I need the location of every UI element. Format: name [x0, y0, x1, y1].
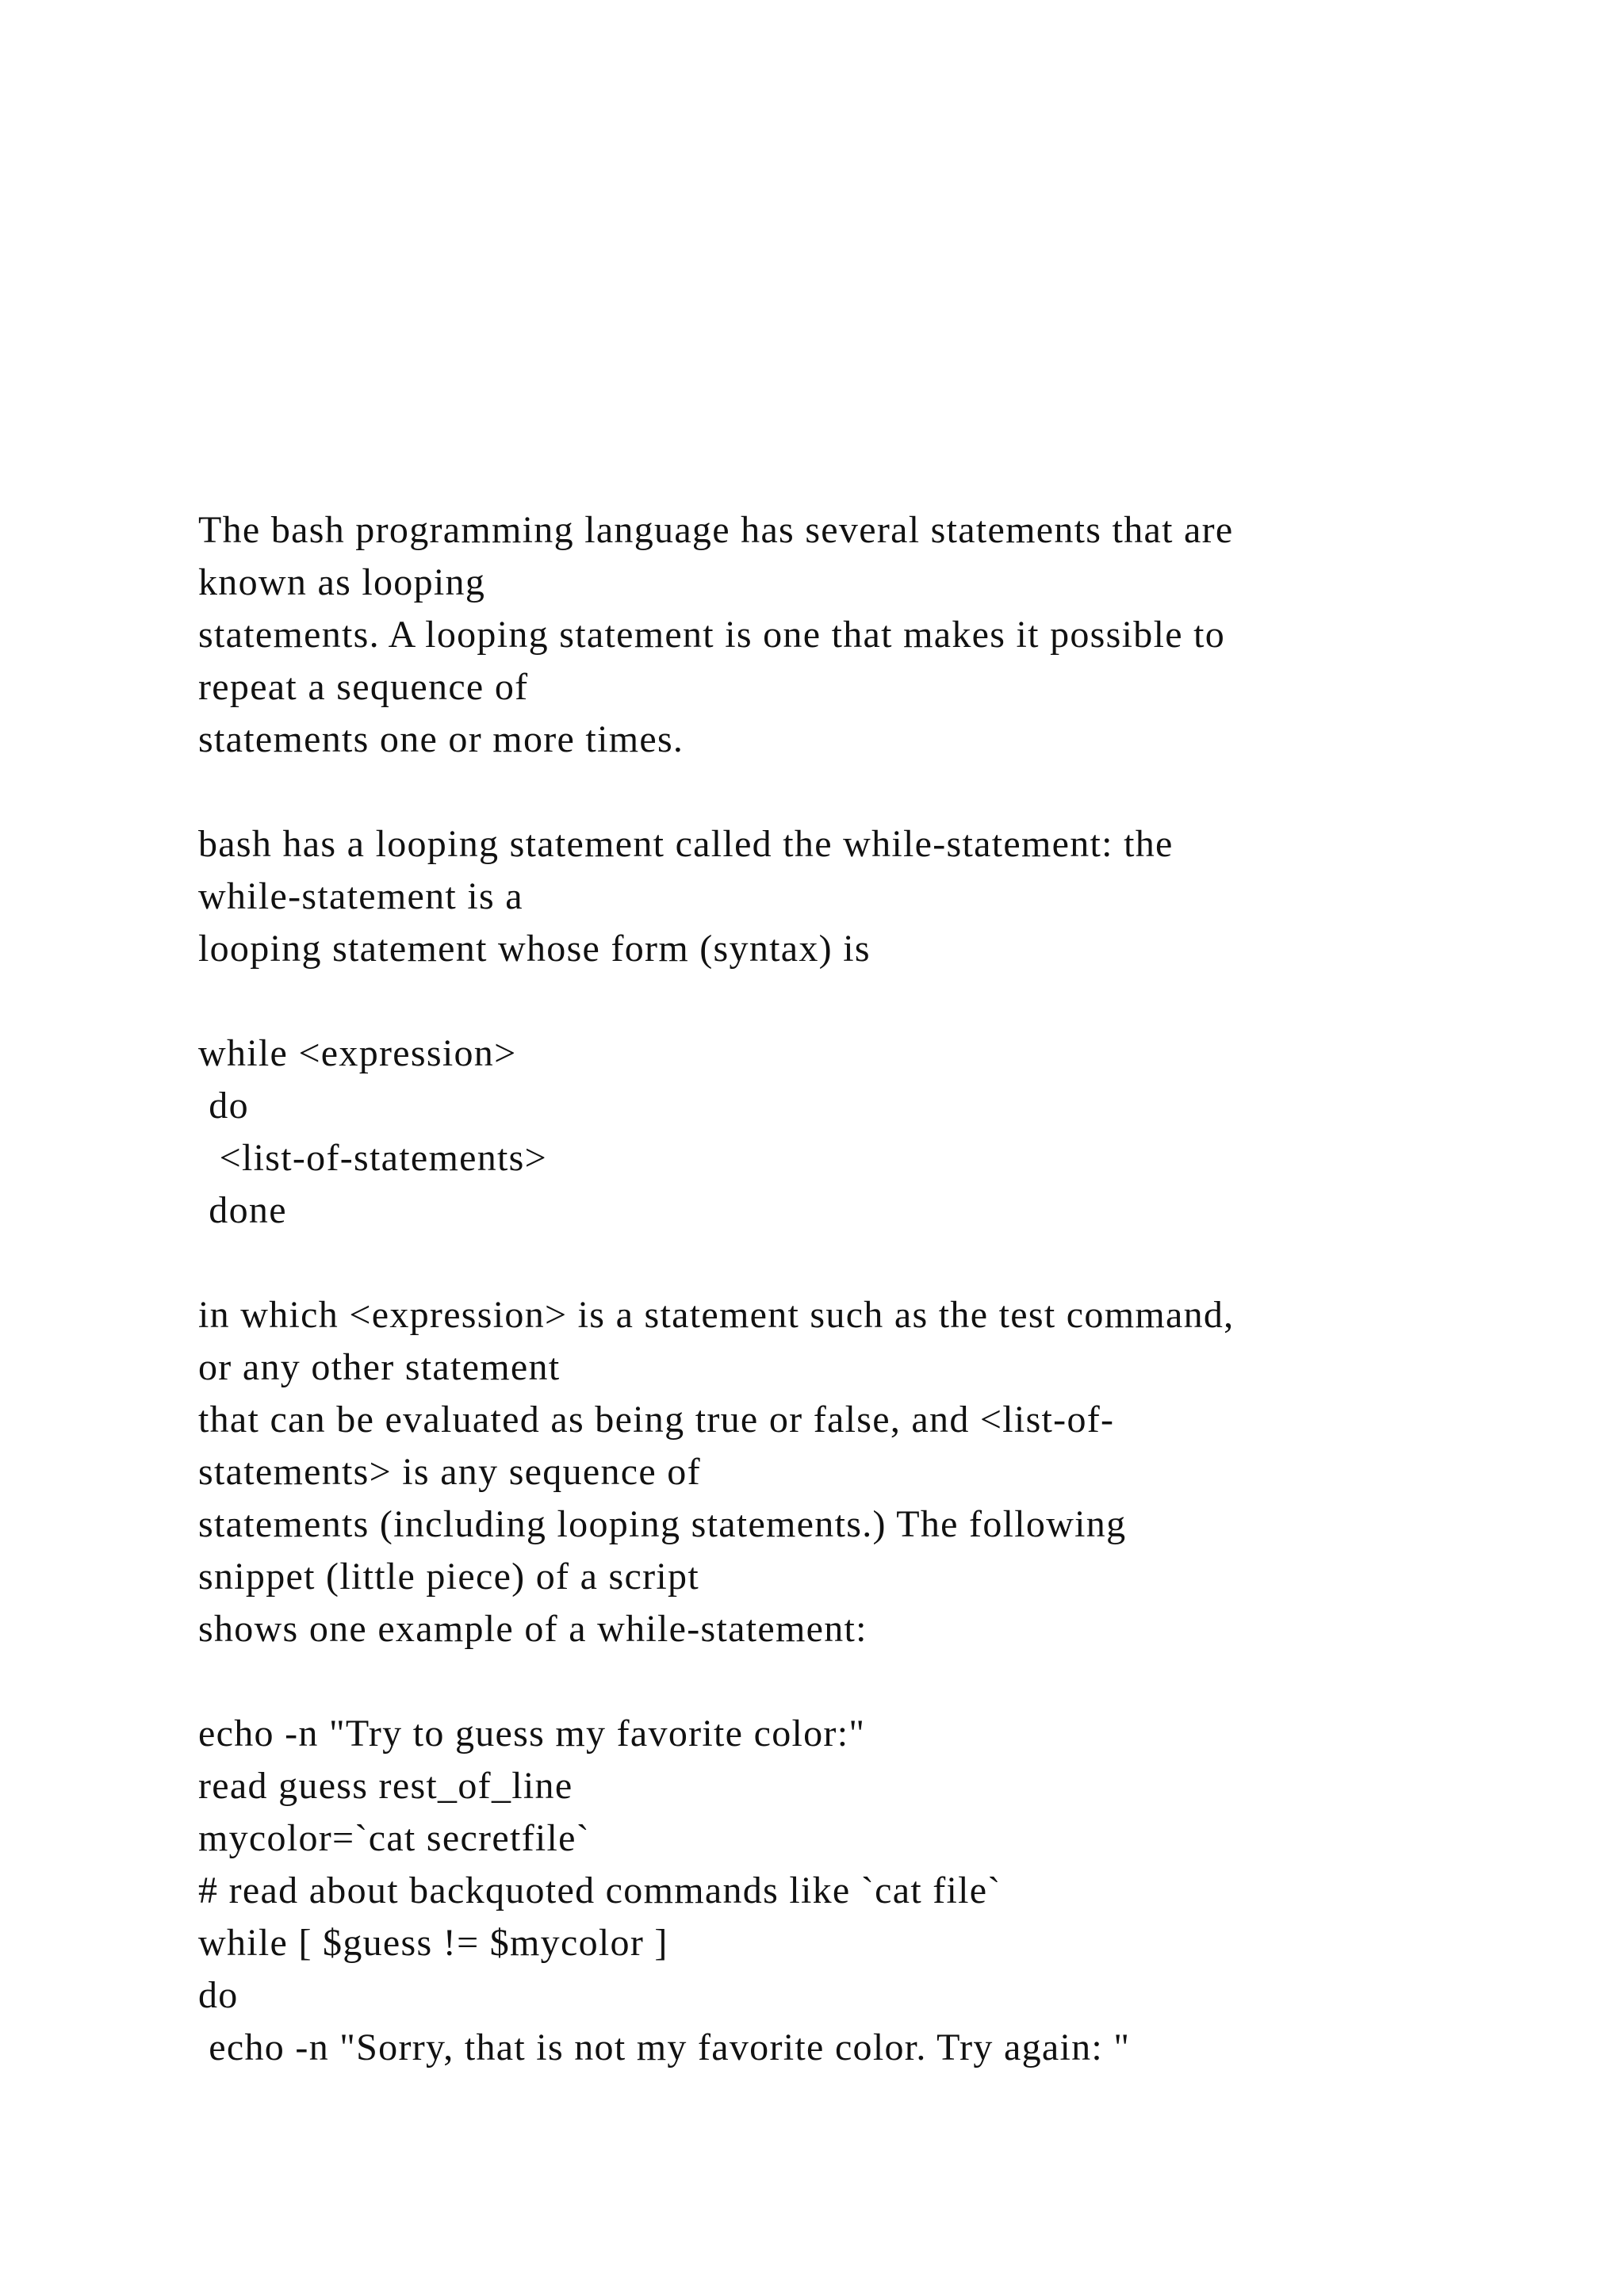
code-line: echo -n "Sorry, that is not my favorite color. Try again: "	[198, 2026, 1131, 2068]
code-line: done	[198, 1189, 287, 1231]
code-line: <list-of-statements>	[198, 1137, 547, 1179]
document-body	[198, 504, 1507, 2074]
text-line: The bash programming language has several statements that are	[198, 509, 1234, 551]
text-line: statements (including looping statements.) The following	[198, 1503, 1127, 1545]
text-line: or any other statement	[198, 1346, 561, 1388]
blank-line	[198, 975, 1507, 1027]
blank-line	[198, 766, 1507, 818]
text-line: bash has a looping statement called the while-statement: the	[198, 823, 1174, 865]
text-line: repeat a sequence of	[198, 666, 529, 708]
code-line: while <expression>	[198, 1032, 517, 1074]
code-line: echo -n "Try to guess my favorite color:"	[198, 1712, 866, 1755]
text-line: known as looping	[198, 561, 486, 603]
code-line: do	[198, 1085, 249, 1127]
text-line: that can be evaluated as being true or false, and <list-of-	[198, 1399, 1115, 1441]
code-line: # read about backquoted commands like `cat file`	[198, 1869, 1002, 1911]
text-line: while-statement is a	[198, 875, 523, 917]
text-line: in which <expression> is a statement such as the test command,	[198, 1294, 1235, 1336]
code-line: mycolor=`cat secretfile`	[198, 1817, 591, 1859]
text-line: snippet (little piece) of a script	[198, 1556, 699, 1598]
text-line: statements. A looping statement is one that makes it possible to	[198, 614, 1226, 656]
code-line: do	[198, 1974, 239, 2016]
blank-line	[198, 1237, 1507, 1289]
text-line: shows one example of a while-statement:	[198, 1608, 868, 1650]
code-line: read guess rest_of_line	[198, 1765, 573, 1807]
text-line: looping statement whose form (syntax) is	[198, 928, 871, 970]
text-line: statements> is any sequence of	[198, 1451, 701, 1493]
blank-line	[198, 1655, 1507, 1708]
code-line: while [ $guess != $mycolor ]	[198, 1922, 668, 1964]
text-line: statements one or more times.	[198, 718, 684, 760]
